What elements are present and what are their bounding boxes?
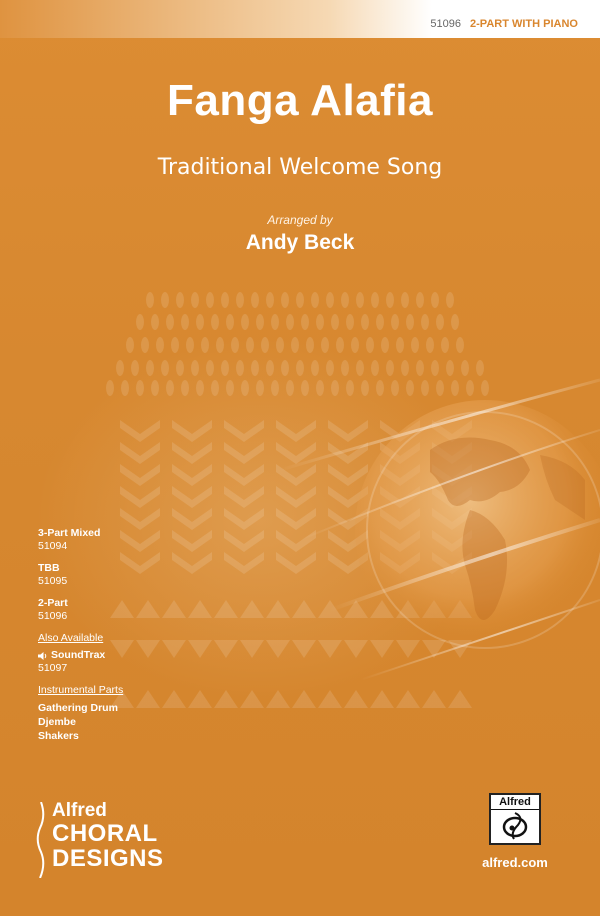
brand-line-designs: DESIGNS [52,845,164,872]
choral-designs-logo [34,800,184,880]
brand-line-choral: CHORAL [52,820,158,847]
instrumental-parts-list [38,701,188,743]
instrument-item: Shakers [38,730,79,742]
treble-clef-icon [494,811,536,841]
edition-label: TBB [38,562,60,574]
soundtrax-label: SoundTrax [51,649,106,661]
instrument-item: Gathering Drum [38,702,118,714]
edition-label: 3-Part Mixed [38,527,101,539]
arranger-name: Andy Beck [245,231,355,254]
soundtrax-item [38,649,188,675]
edition-label: 2-Part [38,597,68,609]
editions-sidebar [38,527,188,743]
brand-line-alfred: Alfred [52,800,107,821]
instrument-item: Djembe [38,716,76,728]
edition-code: 51095 [38,575,68,587]
speaker-icon [38,651,48,661]
edition-item [38,597,188,623]
also-available-heading: Also Available [38,632,104,644]
song-title: Fanga Alafia [167,76,433,125]
edition-code: 51096 [38,610,68,622]
edition-item [38,562,188,588]
soundtrax-code: 51097 [38,662,68,674]
song-subtitle: Traditional Welcome Song [157,155,443,180]
publisher-logo [489,793,541,845]
voicing-label: 2-PART WITH PIANO [470,18,578,30]
edition-code: 51094 [38,540,68,552]
catalog-number: 51096 [430,18,461,30]
edition-item [38,527,188,553]
catalog-header [430,18,578,30]
website-link[interactable]: alfred.com [482,855,548,870]
arranged-by-label: Arranged by [267,213,333,227]
publisher-logo-word: Alfred [491,796,539,810]
brand-swirl-icon [34,802,48,878]
instrumental-parts-heading: Instrumental Parts [38,684,124,696]
